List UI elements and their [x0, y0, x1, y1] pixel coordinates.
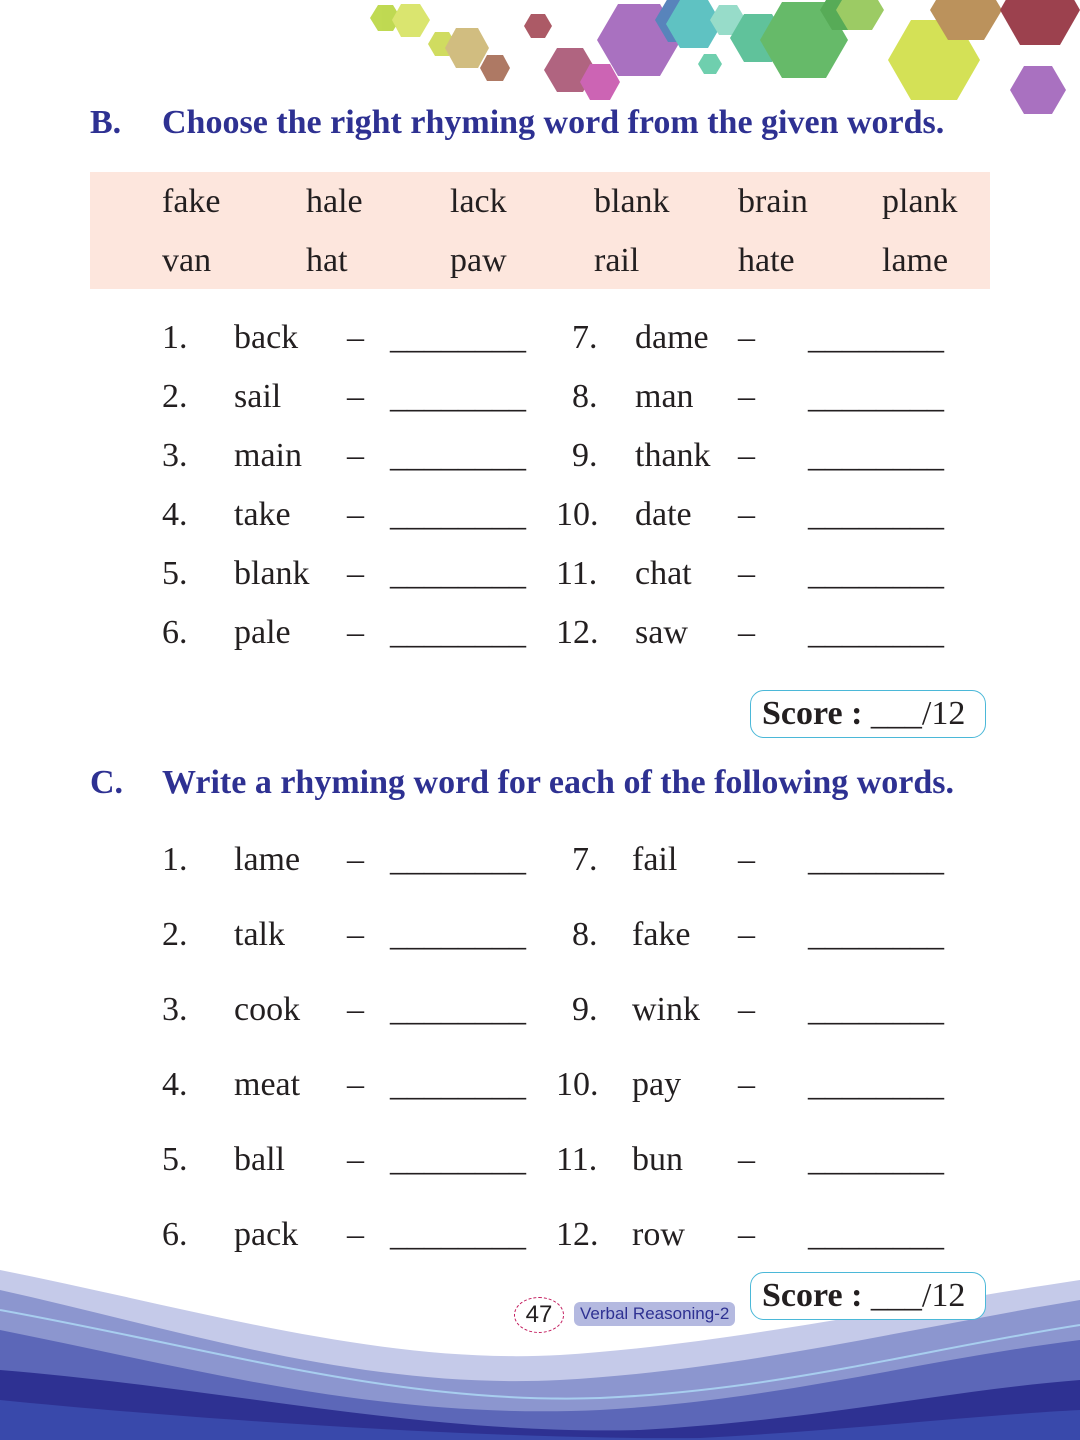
answer-blank[interactable]: ________: [390, 555, 526, 592]
question-number: 11.: [556, 555, 598, 592]
answer-blank[interactable]: ________: [390, 1066, 526, 1103]
question-dash: –: [738, 555, 755, 592]
word-bank-word: blank: [594, 183, 670, 220]
question-word: thank: [635, 437, 711, 474]
question-word: blank: [234, 555, 310, 592]
answer-blank[interactable]: ________: [808, 916, 944, 953]
answer-blank[interactable]: ________: [390, 916, 526, 953]
question-number: 3.: [162, 991, 188, 1028]
answer-blank[interactable]: ________: [390, 991, 526, 1028]
section-c-title: Write a rhyming word for each of the following words.: [162, 764, 955, 801]
question-word: saw: [635, 614, 688, 651]
score-total: /12: [921, 1277, 966, 1314]
question-dash: –: [347, 555, 364, 592]
question-dash: –: [738, 1066, 755, 1103]
question-word: wink: [632, 991, 700, 1028]
book-title: Verbal Reasoning-2: [574, 1302, 735, 1326]
question-number: 11.: [556, 1141, 598, 1178]
question-word: fail: [632, 841, 678, 878]
question-dash: –: [347, 991, 364, 1028]
question-number: 8.: [572, 378, 598, 415]
answer-blank[interactable]: ________: [808, 1141, 944, 1178]
question-number: 12.: [556, 1216, 599, 1253]
section-b-title: Choose the right rhyming word from the given words.: [162, 104, 945, 141]
question-number: 2.: [162, 916, 188, 953]
answer-blank[interactable]: ________: [390, 841, 526, 878]
section-c-letter: C.: [90, 764, 124, 801]
question-number: 9.: [572, 991, 598, 1028]
question-number: 4.: [162, 496, 188, 533]
question-word: man: [635, 378, 694, 415]
question-word: pack: [234, 1216, 299, 1253]
question-word: meat: [234, 1066, 301, 1103]
question-dash: –: [347, 1141, 364, 1178]
question-word: row: [632, 1216, 685, 1253]
question-dash: –: [347, 916, 364, 953]
question-dash: –: [347, 1066, 364, 1103]
question-number: 7.: [572, 841, 598, 878]
question-dash: –: [738, 378, 755, 415]
question-number: 2.: [162, 378, 188, 415]
question-dash: –: [738, 319, 755, 356]
question-number: 9.: [572, 437, 598, 474]
question-dash: –: [738, 991, 755, 1028]
question-word: bun: [632, 1141, 683, 1178]
answer-blank[interactable]: ________: [808, 319, 944, 356]
answer-blank[interactable]: ________: [808, 614, 944, 651]
score-total: /12: [921, 695, 966, 732]
question-number: 10.: [556, 1066, 599, 1103]
question-word: pale: [234, 614, 291, 651]
question-number: 8.: [572, 916, 598, 953]
section-b-score-box: [750, 690, 986, 738]
answer-blank[interactable]: ________: [390, 614, 526, 651]
question-word: back: [234, 319, 299, 356]
answer-blank[interactable]: ________: [390, 319, 526, 356]
word-bank-word: hate: [738, 242, 795, 279]
section-b-heading: [90, 104, 944, 142]
answer-blank[interactable]: ________: [808, 1216, 944, 1253]
word-bank-word: rail: [594, 242, 640, 279]
answer-blank[interactable]: ________: [390, 437, 526, 474]
question-word: main: [234, 437, 302, 474]
answer-blank[interactable]: ________: [390, 378, 526, 415]
question-number: 12.: [556, 614, 599, 651]
question-dash: –: [738, 437, 755, 474]
word-bank-word: brain: [738, 183, 808, 220]
answer-blank[interactable]: ________: [808, 378, 944, 415]
word-bank: [90, 172, 990, 289]
question-number: 1.: [162, 319, 188, 356]
question-word: fake: [632, 916, 691, 953]
answer-blank[interactable]: ________: [808, 991, 944, 1028]
question-number: 7.: [572, 319, 598, 356]
question-dash: –: [347, 378, 364, 415]
section-b-letter: B.: [90, 104, 122, 141]
score-label: Score :: [762, 695, 863, 732]
word-bank-word: van: [162, 242, 212, 279]
question-dash: –: [347, 319, 364, 356]
question-word: cook: [234, 991, 301, 1028]
question-word: ball: [234, 1141, 285, 1178]
question-dash: –: [738, 841, 755, 878]
answer-blank[interactable]: ________: [808, 555, 944, 592]
word-bank-word: hale: [306, 183, 363, 220]
question-dash: –: [738, 916, 755, 953]
question-number: 5.: [162, 1141, 188, 1178]
question-dash: –: [347, 614, 364, 651]
question-dash: –: [347, 841, 364, 878]
answer-blank[interactable]: ________: [390, 496, 526, 533]
word-bank-word: lame: [882, 242, 949, 279]
answer-blank[interactable]: ________: [808, 841, 944, 878]
question-dash: –: [738, 614, 755, 651]
answer-blank[interactable]: ________: [808, 1066, 944, 1103]
question-word: chat: [635, 555, 692, 592]
question-word: sail: [234, 378, 282, 415]
question-number: 6.: [162, 614, 188, 651]
page-number: 47: [514, 1297, 564, 1333]
word-bank-word: plank: [882, 183, 958, 220]
question-dash: –: [738, 1216, 755, 1253]
answer-blank[interactable]: ________: [390, 1141, 526, 1178]
word-bank-word: fake: [162, 183, 221, 220]
score-label: Score :: [762, 1277, 863, 1314]
question-word: pay: [632, 1066, 682, 1103]
section-c-score-box: [750, 1272, 986, 1320]
answer-blank[interactable]: ________: [808, 437, 944, 474]
score-blank[interactable]: ___: [870, 695, 922, 732]
word-bank-word: lack: [450, 183, 507, 220]
question-number: 5.: [162, 555, 188, 592]
question-word: talk: [234, 916, 285, 953]
question-dash: –: [347, 496, 364, 533]
question-word: dame: [635, 319, 709, 356]
word-bank-word: paw: [450, 242, 507, 279]
question-number: 10.: [556, 496, 599, 533]
question-number: 4.: [162, 1066, 188, 1103]
question-dash: –: [347, 437, 364, 474]
question-dash: –: [738, 496, 755, 533]
question-number: 1.: [162, 841, 188, 878]
question-word: date: [635, 496, 692, 533]
answer-blank[interactable]: ________: [808, 496, 944, 533]
score-blank[interactable]: ___: [870, 1277, 922, 1314]
word-bank-word: hat: [306, 242, 348, 279]
question-word: lame: [234, 841, 301, 878]
answer-blank[interactable]: ________: [390, 1216, 526, 1253]
question-dash: –: [347, 1216, 364, 1253]
question-dash: –: [738, 1141, 755, 1178]
section-c-heading: [90, 764, 954, 802]
question-number: 6.: [162, 1216, 188, 1253]
question-word: take: [234, 496, 291, 533]
question-number: 3.: [162, 437, 188, 474]
